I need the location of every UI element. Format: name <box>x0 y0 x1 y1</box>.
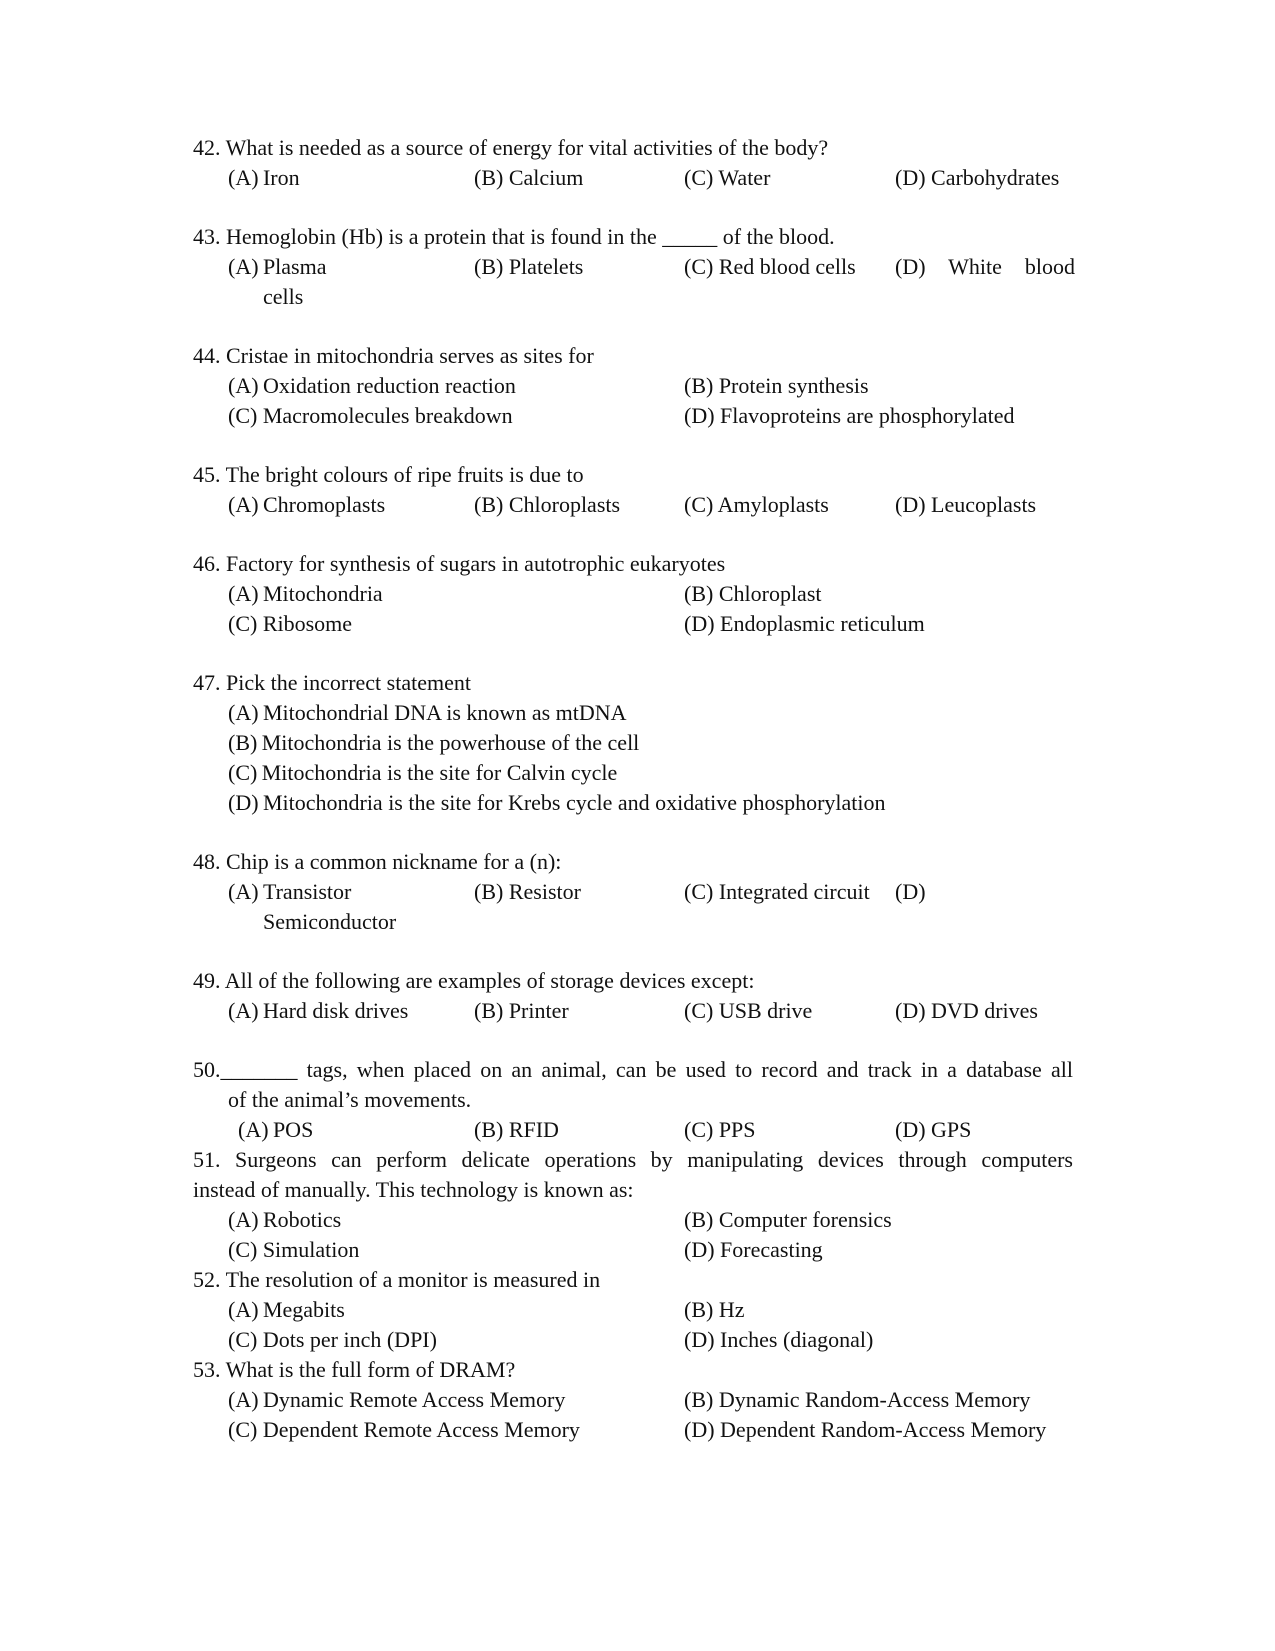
question-50-option-a: (A) POS <box>238 1117 314 1142</box>
question-44-option-c: (C) Macromolecules breakdown <box>228 403 513 428</box>
question-50-option-c: (C) PPS <box>684 1117 756 1142</box>
question-53-option-c: (C) Dependent Remote Access Memory <box>228 1417 580 1442</box>
question-44-option-d: (D) Flavoproteins are phosphorylated <box>684 403 1015 428</box>
question-51-stem-continued: instead of manually. This technology is known as: <box>193 1177 634 1202</box>
question-46-option-d: (D) Endoplasmic reticulum <box>684 611 925 636</box>
question-48-option-c: (C) Integrated circuit <box>684 879 870 904</box>
question-48-option-wrap: Semiconductor <box>263 909 397 934</box>
question-47-option-a: (A) Mitochondrial DNA is known as mtDNA <box>228 700 627 725</box>
question-42-stem: 42. What is needed as a source of energy for vital activities of the body? <box>193 135 829 160</box>
question-47-option-c: (C) Mitochondria is the site for Calvin cycle <box>228 760 618 785</box>
question-43-option-wrap: cells <box>263 284 304 309</box>
question-46-option-a: (A) Mitochondria <box>228 581 383 606</box>
question-46-stem: 46. Factory for synthesis of sugars in autotrophic eukaryotes <box>193 551 726 576</box>
question-51-option-a: (A) Robotics <box>228 1207 342 1232</box>
question-48-option-b: (B) Resistor <box>474 879 581 904</box>
question-46-option-b: (B) Chloroplast <box>684 581 822 606</box>
question-45-option-d: (D) Leucoplasts <box>895 492 1037 517</box>
question-52-option-d: (D) Inches (diagonal) <box>684 1327 874 1352</box>
question-43-option-c: (C) Red blood cells <box>684 254 856 279</box>
question-48-option-a: (A) Transistor <box>228 879 352 904</box>
question-42-option-d: (D) Carbohydrates <box>895 165 1060 190</box>
question-43-option-b: (B) Platelets <box>474 254 584 279</box>
question-50-option-b: (B) RFID <box>474 1117 559 1142</box>
question-45-option-b: (B) Chloroplasts <box>474 492 621 517</box>
question-52-option-c: (C) Dots per inch (DPI) <box>228 1327 437 1352</box>
question-50-option-d: (D) GPS <box>895 1117 972 1142</box>
question-45-option-a: (A) Chromoplasts <box>228 492 386 517</box>
question-48-stem: 48. Chip is a common nickname for a (n): <box>193 849 562 874</box>
question-43-option-a: (A) Plasma <box>228 254 327 279</box>
question-42-option-b: (B) Calcium <box>474 165 584 190</box>
question-49-option-b: (B) Printer <box>474 998 569 1023</box>
question-44-option-a: (A) Oxidation reduction reaction <box>228 373 516 398</box>
question-49-option-d: (D) DVD drives <box>895 998 1038 1023</box>
question-53-option-b: (B) Dynamic Random-Access Memory <box>684 1387 1031 1412</box>
question-52-stem: 52. The resolution of a monitor is measured in <box>193 1267 601 1292</box>
question-53-option-d: (D) Dependent Random-Access Memory <box>684 1417 1047 1442</box>
question-42-option-c: (C) Water <box>684 165 771 190</box>
question-49-option-c: (C) USB drive <box>684 998 813 1023</box>
question-49-stem: 49. All of the following are examples of storage devices except: <box>193 968 755 993</box>
question-45-stem: 45. The bright colours of ripe fruits is due to <box>193 462 584 487</box>
question-51-option-d: (D) Forecasting <box>684 1237 823 1262</box>
question-51-option-c: (C) Simulation <box>228 1237 360 1262</box>
question-52-option-a: (A) Megabits <box>228 1297 345 1322</box>
question-44-stem: 44. Cristae in mitochondria serves as sites for <box>193 343 594 368</box>
question-53-stem: 53. What is the full form of DRAM? <box>193 1357 516 1382</box>
question-42-option-a: (A) Iron <box>228 165 300 190</box>
question-43-stem: 43. Hemoglobin (Hb) is a protein that is found in the _____ of the blood. <box>193 224 835 249</box>
question-47-option-d: (D) Mitochondria is the site for Krebs cycle and oxidative phosphorylation <box>228 790 886 815</box>
question-52-option-b: (B) Hz <box>684 1297 745 1322</box>
question-53-option-a: (A) Dynamic Remote Access Memory <box>228 1387 566 1412</box>
question-50-stem-continued: of the animal’s movements. <box>228 1087 472 1112</box>
question-47-stem: 47. Pick the incorrect statement <box>193 670 471 695</box>
question-50-stem: 50._______ tags, when placed on an animal, can be used to record and track in a database all <box>193 1057 1073 1082</box>
question-48-option-d: (D) <box>895 879 926 904</box>
question-46-option-c: (C) Ribosome <box>228 611 353 636</box>
question-49-option-a: (A) Hard disk drives <box>228 998 409 1023</box>
question-51-stem: 51. Surgeons can perform delicate operations by manipulating devices through computers <box>193 1147 1073 1172</box>
question-47-option-b: (B) Mitochondria is the powerhouse of the cell <box>228 730 640 755</box>
question-44-option-b: (B) Protein synthesis <box>684 373 869 398</box>
question-51-option-b: (B) Computer forensics <box>684 1207 892 1232</box>
question-43-option-d: (D) White blood <box>895 254 1075 279</box>
question-45-option-c: (C) Amyloplasts <box>684 492 829 517</box>
